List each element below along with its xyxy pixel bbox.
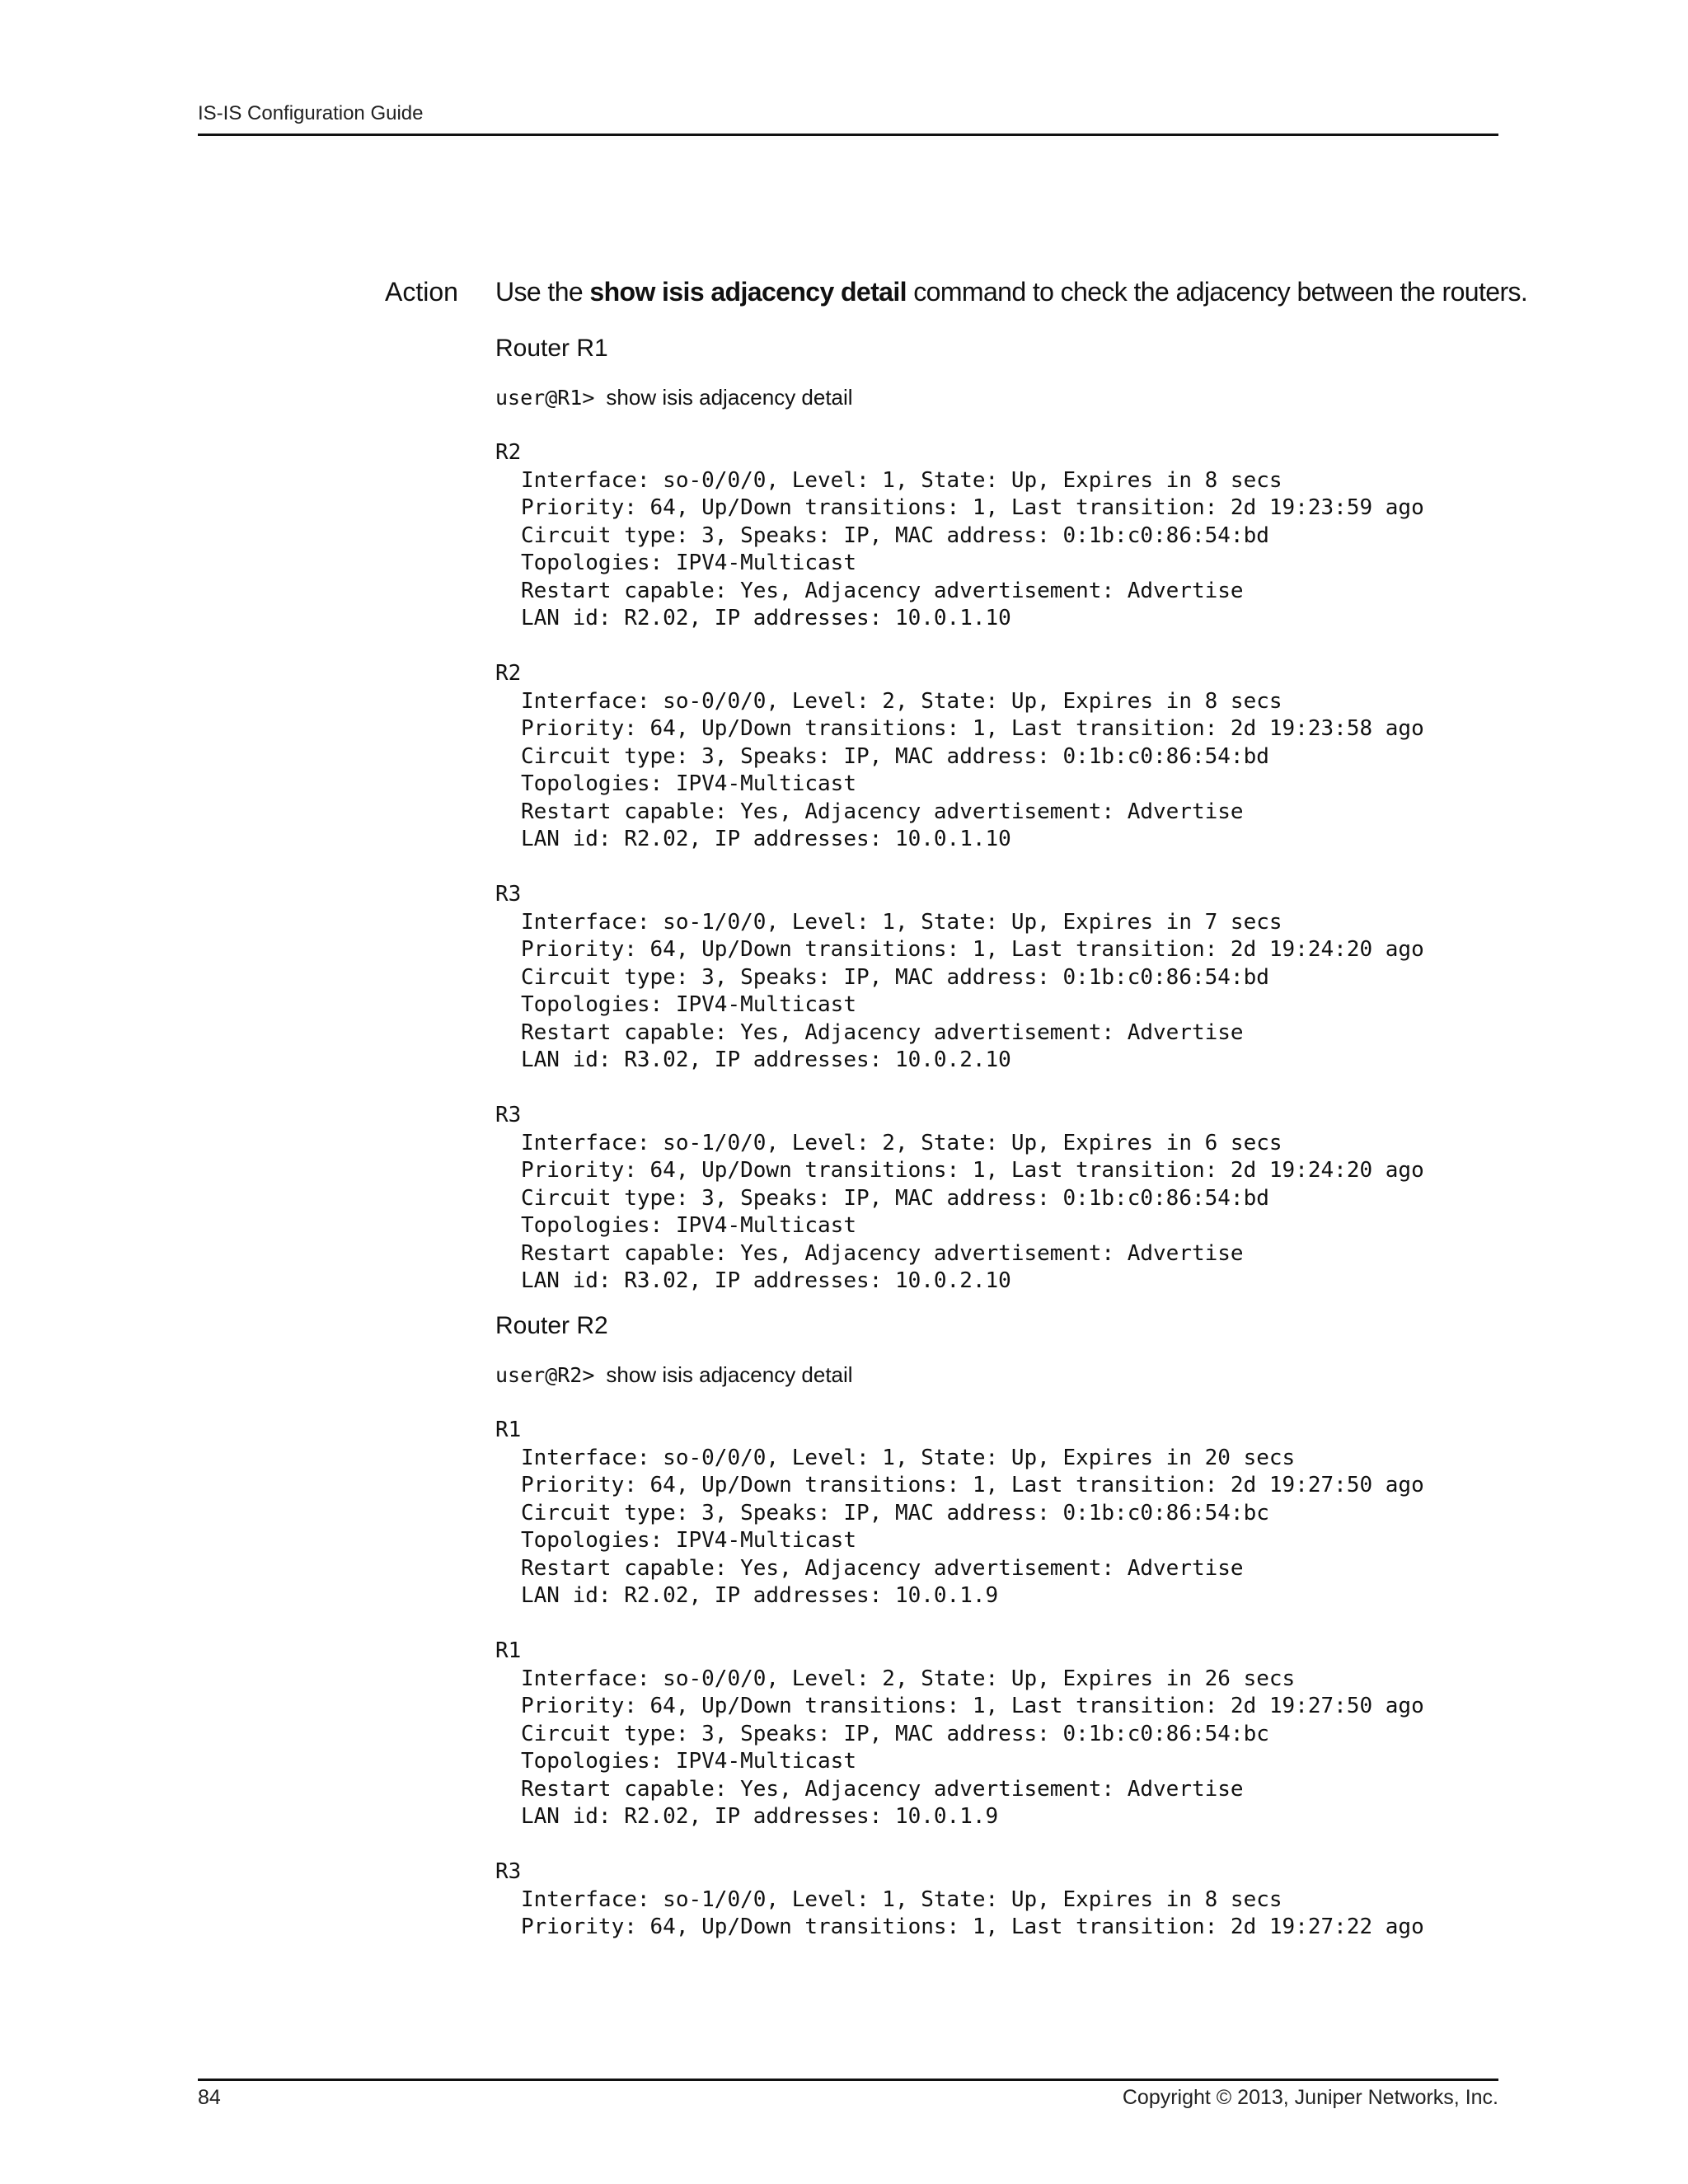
output-line: Restart capable: Yes, Adjacency advertisement: Advertise — [521, 799, 1244, 824]
output-line: LAN id: R2.02, IP addresses: 10.0.1.9 — [521, 1583, 999, 1608]
router-r2-output — [495, 1417, 1424, 1942]
output-line: Interface: so-0/0/0, Level: 1, State: Up, Expires in 20 secs — [521, 1445, 1296, 1470]
router-r1-heading: Router R1 — [495, 335, 608, 362]
output-line: Priority: 64, Up/Down transitions: 1, Last transition: 2d 19:23:58 ago — [521, 716, 1424, 741]
action-text-after: command to check the adjacency between the routers. — [906, 277, 1528, 307]
output-line: Topologies: IPV4-Multicast — [521, 771, 856, 796]
output-line: Topologies: IPV4-Multicast — [521, 1213, 856, 1238]
output-line: LAN id: R3.02, IP addresses: 10.0.2.10 — [521, 1268, 1011, 1293]
output-line: Restart capable: Yes, Adjacency advertisement: Advertise — [521, 578, 1244, 603]
copyright: Copyright © 2013, Juniper Networks, Inc. — [1122, 2086, 1498, 2109]
router-r1-command: show isis adjacency detail — [606, 385, 853, 410]
output-line: Topologies: IPV4-Multicast — [521, 1528, 856, 1553]
action-command: show isis adjacency detail — [589, 277, 907, 307]
output-line: Circuit type: 3, Speaks: IP, MAC address: 0:1b:c0:86:54:bd — [521, 964, 1269, 990]
blank-line — [495, 854, 1424, 882]
output-line: Priority: 64, Up/Down transitions: 1, Last transition: 2d 19:23:59 ago — [521, 495, 1424, 520]
running-header: IS-IS Configuration Guide — [198, 102, 424, 124]
output-line: LAN id: R2.02, IP addresses: 10.0.1.10 — [521, 606, 1011, 630]
router-r1-command-line — [495, 385, 853, 410]
output-line: Topologies: IPV4-Multicast — [521, 1749, 856, 1774]
router-r2-command-line — [495, 1362, 853, 1388]
entry-name: R1 — [495, 1638, 522, 1663]
output-line: Circuit type: 3, Speaks: IP, MAC address: 0:1b:c0:86:54:bd — [521, 743, 1269, 769]
action-text — [495, 277, 1527, 307]
output-line: Interface: so-0/0/0, Level: 2, State: Up, Expires in 8 secs — [521, 688, 1282, 714]
output-line: Priority: 64, Up/Down transitions: 1, Last transition: 2d 19:27:50 ago — [521, 1694, 1424, 1718]
output-line: Priority: 64, Up/Down transitions: 1, Last transition: 2d 19:27:50 ago — [521, 1473, 1424, 1497]
entry-name: R3 — [495, 882, 522, 907]
output-line: Restart capable: Yes, Adjacency advertisement: Advertise — [521, 1240, 1244, 1266]
output-line: Topologies: IPV4-Multicast — [521, 551, 856, 575]
blank-line — [495, 1075, 1424, 1103]
action-text-before: Use the — [495, 277, 590, 307]
router-r1-output — [495, 439, 1424, 1296]
blank-line — [495, 1610, 1424, 1638]
header-rule — [198, 134, 1498, 136]
output-line: Restart capable: Yes, Adjacency advertisement: Advertise — [521, 1555, 1244, 1581]
blank-line — [495, 633, 1424, 661]
entry-name: R1 — [495, 1418, 522, 1442]
footer-rule — [198, 2079, 1498, 2081]
output-line: LAN id: R3.02, IP addresses: 10.0.2.10 — [521, 1047, 1011, 1072]
output-line: Topologies: IPV4-Multicast — [521, 992, 856, 1017]
action-label: Action — [385, 277, 458, 307]
entry-name: R3 — [495, 1859, 522, 1884]
output-line: Circuit type: 3, Speaks: IP, MAC address: 0:1b:c0:86:54:bd — [521, 1185, 1269, 1211]
router-r2-heading: Router R2 — [495, 1312, 608, 1339]
output-line: Interface: so-1/0/0, Level: 1, State: Up, Expires in 8 secs — [521, 1886, 1282, 1912]
output-line: Interface: so-1/0/0, Level: 2, State: Up, Expires in 6 secs — [521, 1130, 1282, 1155]
output-line: Priority: 64, Up/Down transitions: 1, Last transition: 2d 19:24:20 ago — [521, 1158, 1424, 1183]
output-line: Priority: 64, Up/Down transitions: 1, Last transition: 2d 19:27:22 ago — [521, 1915, 1424, 1939]
output-line: Circuit type: 3, Speaks: IP, MAC address: 0:1b:c0:86:54:bd — [521, 523, 1269, 548]
output-line: Circuit type: 3, Speaks: IP, MAC address: 0:1b:c0:86:54:bc — [521, 1500, 1269, 1526]
entry-name: R2 — [495, 440, 522, 465]
output-line: Interface: so-0/0/0, Level: 2, State: Up, Expires in 26 secs — [521, 1666, 1296, 1691]
page-number: 84 — [198, 2086, 221, 2109]
router-r2-command: show isis adjacency detail — [606, 1362, 853, 1387]
output-line: Restart capable: Yes, Adjacency advertisement: Advertise — [521, 1019, 1244, 1045]
output-line: Interface: so-1/0/0, Level: 1, State: Up, Expires in 7 secs — [521, 909, 1282, 935]
router-r1-prompt: user@R1> — [495, 386, 595, 410]
entry-name: R3 — [495, 1103, 522, 1127]
router-r2-prompt: user@R2> — [495, 1363, 595, 1387]
blank-line — [495, 1831, 1424, 1859]
output-line: Interface: so-0/0/0, Level: 1, State: Up, Expires in 8 secs — [521, 467, 1282, 493]
output-line: Circuit type: 3, Speaks: IP, MAC address: 0:1b:c0:86:54:bc — [521, 1721, 1269, 1746]
output-line: Priority: 64, Up/Down transitions: 1, Last transition: 2d 19:24:20 ago — [521, 937, 1424, 962]
entry-name: R2 — [495, 661, 522, 686]
output-line: Restart capable: Yes, Adjacency advertisement: Advertise — [521, 1776, 1244, 1802]
output-line: LAN id: R2.02, IP addresses: 10.0.1.9 — [521, 1804, 999, 1829]
output-line: LAN id: R2.02, IP addresses: 10.0.1.10 — [521, 827, 1011, 851]
